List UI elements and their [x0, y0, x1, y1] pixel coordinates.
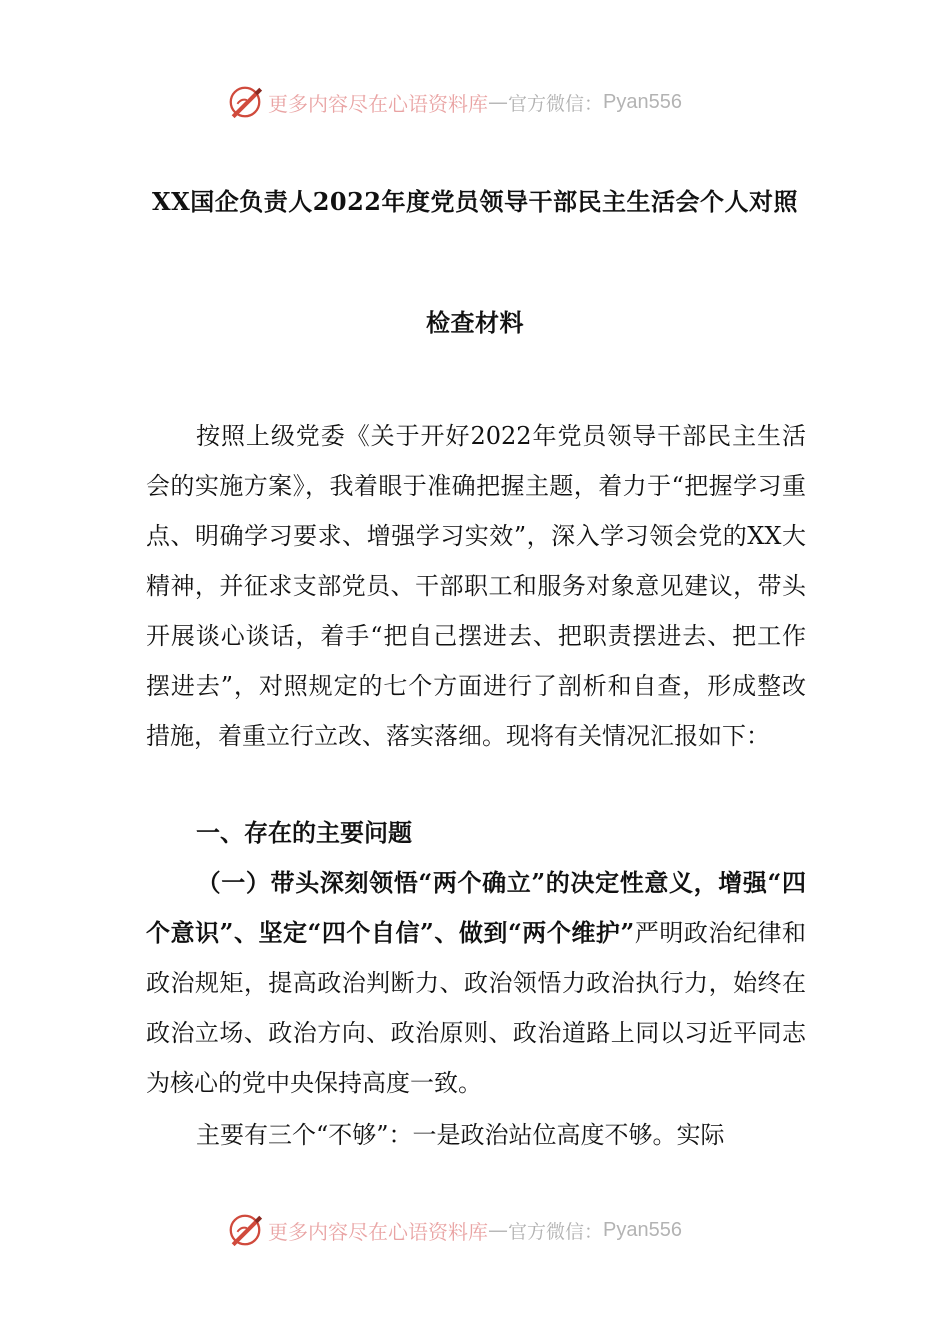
watermark-banner-top: [226, 82, 726, 122]
banner-brand-text: 更多内容尽在心语资料库: [268, 91, 488, 116]
pen-logo-icon: [226, 1211, 264, 1249]
pen-logo-icon: [226, 83, 264, 121]
subsection-1-body: 严明政治纪律和政治规矩，提高政治判断力、政治领悟力政治执行力，始终在政治立场、政治方向、政治原则、政治道路上同以习近平同志为核心的党中央保持高度一致。: [146, 919, 806, 1097]
banner-dash: —: [488, 1218, 508, 1242]
problems-intro-paragraph: 主要有三个“不够”：一是政治站位高度不够。实际: [196, 1121, 725, 1149]
document-title-line-2: 检查材料: [426, 308, 524, 337]
section-heading-main-problems: 一、存在的主要问题: [196, 818, 412, 847]
banner-brand-text: 更多内容尽在心语资料库: [268, 1219, 488, 1244]
intro-paragraph: 按照上级党委《关于开好2022年党员领导干部民主生活会的实施方案》，我着眼于准确把握主题，着力于“把握学习重点、明确学习要求、增强学习实效”，深入学习领会党的XX大精神，并征求支部党员、干部职工和服务对象意见建议，带头开展谈心谈话，着手“把自己摆进去、把职责摆进去、把工作摆进去”，对照规定的七个方面进行了剖析和自查，形成整改措施，着重立行立改、落实落细。现将有关情况汇报如下：: [146, 422, 806, 750]
subsection-1-heading: （一）带头深刻领悟“两个确立”的决定性意义，增强“四个意识”、坚定“四个自信”、做到“两个维护”: [146, 868, 806, 947]
banner-wechat-label: 官方微信：: [508, 1220, 604, 1243]
banner-wechat-id: Pyan556: [603, 1218, 682, 1241]
banner-wechat-label: 官方微信：: [508, 92, 604, 115]
watermark-banner-bottom: [226, 1210, 726, 1250]
subsection-1-paragraph: [146, 858, 806, 1108]
document-title-line-1: XX国企负责人2022年度党员领导干部民主生活会个人对照: [151, 187, 799, 216]
banner-wechat-id: Pyan556: [603, 90, 682, 113]
banner-dash: —: [488, 90, 508, 114]
